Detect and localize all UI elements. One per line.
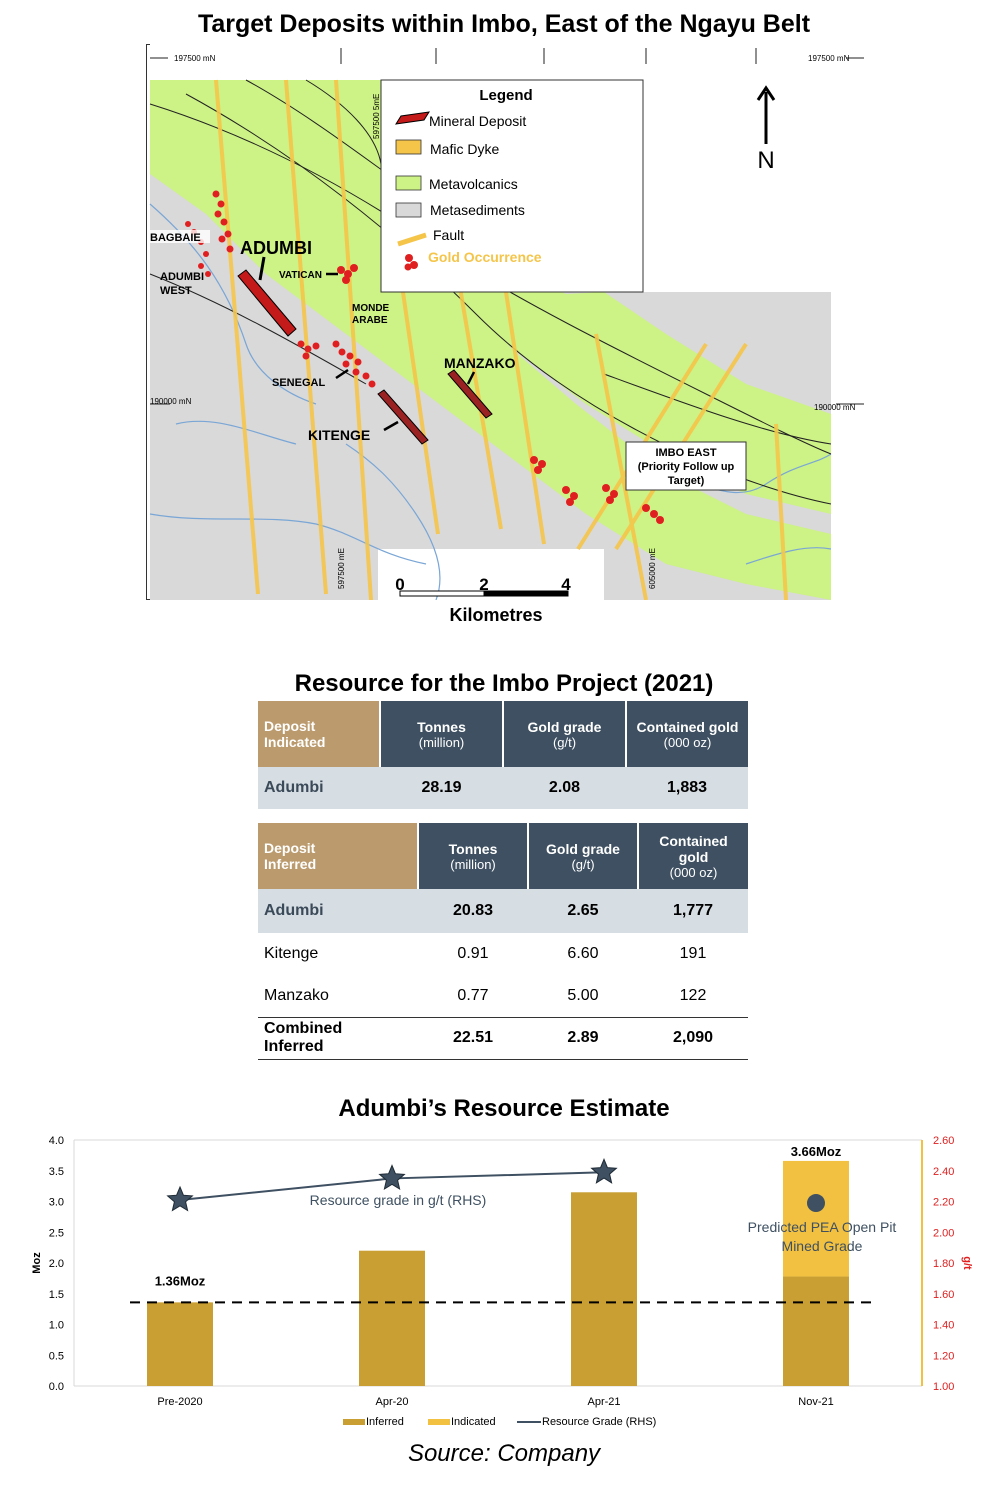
y2-tick-label: 2.00 xyxy=(933,1227,955,1240)
cell-tonnes: 28.19 xyxy=(380,767,503,809)
imbo-east-callout xyxy=(626,442,746,490)
legend-label-grade: Resource Grade (RHS) xyxy=(542,1416,657,1428)
x-tick-label: Apr-20 xyxy=(375,1396,409,1408)
legend-label-indicated: Indicated xyxy=(451,1416,496,1428)
legend-label-gold: Gold Occurrence xyxy=(428,249,542,265)
cell-gold: 191 xyxy=(679,945,707,962)
bar-inferred-nov-21 xyxy=(783,1277,849,1386)
map-title: Target Deposits within Imbo, East of the Ngayu Belt xyxy=(197,10,811,38)
legend-label-fault: Fault xyxy=(433,227,465,243)
cell-gold: 1,883 xyxy=(626,767,748,809)
cell-name: Adumbi xyxy=(258,889,418,933)
x-tick-label: Pre-2020 xyxy=(157,1396,203,1408)
scale-tick-0: 0 xyxy=(395,575,405,594)
indicated-header-deposit: Deposit Indicated xyxy=(258,701,380,767)
chart-title: Adumbi’s Resource Estimate xyxy=(338,1095,670,1122)
table-row xyxy=(258,889,748,933)
geology-map-graphic xyxy=(146,44,864,600)
y2-tick-label: 1.60 xyxy=(933,1288,955,1301)
total-label: 3.66Moz xyxy=(790,1143,842,1159)
y2-tick-label: 2.20 xyxy=(933,1196,955,1209)
legend-swatch-dyke xyxy=(396,140,421,154)
label-adumbi-west-1: ADUMBI xyxy=(160,271,204,283)
cell-tonnes: 22.51 xyxy=(418,1017,528,1059)
label-adumbi-west-2: WEST xyxy=(160,285,192,297)
grade-line-annotation: Resource grade in g/t (RHS) xyxy=(309,1191,487,1208)
scale-tick-4: 4 xyxy=(561,575,571,594)
cell-gold: 122 xyxy=(679,986,707,1004)
grid-label-vert-bottom-a: 597500 mE xyxy=(337,548,346,589)
resource-chart xyxy=(0,1130,1008,1440)
grid-label-mid-left: 190000 mN xyxy=(150,397,192,406)
legend-swatch-indicated xyxy=(428,1419,450,1425)
y2-tick-label: 2.40 xyxy=(933,1165,955,1178)
predicted-grade-label-1: Predicted PEA Open Pit xyxy=(747,1219,897,1236)
y-tick-label: 1.0 xyxy=(48,1319,64,1332)
y-tick-label: 1.5 xyxy=(48,1288,64,1301)
indicated-header-grade: Gold grade (g/t) xyxy=(503,701,626,767)
label-senegal: SENEGAL xyxy=(272,377,326,389)
cell-grade: 2.08 xyxy=(503,767,626,809)
map-legend xyxy=(381,80,643,292)
table-row xyxy=(258,767,748,809)
y2-tick-label: 1.20 xyxy=(933,1350,955,1363)
reference-label: 1.36Moz xyxy=(154,1273,206,1289)
legend-swatch-metavolcanics xyxy=(396,176,421,190)
grid-label-top-left: 197500 mN xyxy=(174,54,216,63)
cell-name: Manzako xyxy=(264,986,329,1004)
y-axis-label: Moz xyxy=(31,1252,43,1274)
predicted-grade-label-2: Mined Grade xyxy=(781,1238,863,1255)
table-row xyxy=(258,933,748,975)
scale-tick-2: 2 xyxy=(479,575,489,594)
total-row xyxy=(258,1017,748,1059)
label-manzako: MANZAKO xyxy=(444,355,516,371)
legend-label-metavolcanics: Metavolcanics xyxy=(429,176,518,192)
indicated-header-gold: Contained gold (000 oz) xyxy=(626,701,748,767)
bar-inferred-apr-21 xyxy=(571,1192,637,1386)
label-monde-1: MONDE xyxy=(352,303,390,314)
label-monde-2: ARABE xyxy=(352,315,388,326)
y-tick-label: 4.0 xyxy=(48,1135,64,1147)
inferred-header-grade: Gold grade (g/t) xyxy=(528,823,638,889)
legend-title: Legend xyxy=(479,87,533,104)
grid-label-top-right: 197500 mN xyxy=(808,54,850,63)
cell-grade: 2.65 xyxy=(528,889,638,933)
inferred-header-gold: Contained gold (000 oz) xyxy=(638,823,748,889)
cell-name: Kitenge xyxy=(264,945,319,962)
indicated-header-tonnes: Tonnes (million) xyxy=(380,701,503,767)
label-vatican: VATICAN xyxy=(279,270,322,281)
cell-grade: 2.89 xyxy=(528,1017,638,1059)
cell-name: Adumbi xyxy=(258,767,380,809)
y2-axis-label: g/t xyxy=(961,1256,973,1270)
indicated-header-row xyxy=(258,701,748,767)
legend-swatch-inferred xyxy=(343,1419,365,1425)
source-note: Source: Company xyxy=(407,1440,601,1467)
inferred-header-deposit: Deposit Inferred xyxy=(258,823,418,889)
y-tick-label: 2.5 xyxy=(48,1227,64,1240)
grade-point xyxy=(380,1165,405,1189)
grade-point xyxy=(592,1159,617,1183)
indicated-table xyxy=(258,701,748,809)
legend-swatch-metasediments xyxy=(396,203,421,217)
cell-gold: 2,090 xyxy=(638,1017,748,1059)
y-tick-label: 0.5 xyxy=(48,1350,64,1363)
y2-tick-label: 1.80 xyxy=(933,1258,955,1270)
inferred-table xyxy=(258,823,748,1060)
label-bagbaie: BAGBAIE xyxy=(150,232,201,244)
y-tick-label: 3.0 xyxy=(48,1196,64,1209)
inferred-header-row xyxy=(258,823,748,889)
table-row xyxy=(258,975,748,1017)
legend-label-dyke: Mafic Dyke xyxy=(430,141,500,157)
x-tick-label: Apr-21 xyxy=(587,1396,621,1408)
geology-map xyxy=(146,44,864,600)
bar-inferred-pre-2020 xyxy=(147,1302,213,1386)
inferred-header-tonnes: Tonnes (million) xyxy=(418,823,528,889)
y-tick-label: 3.5 xyxy=(48,1165,64,1178)
label-imbo-east-3: Target) xyxy=(667,475,705,487)
cell-gold: 1,777 xyxy=(638,889,748,933)
label-kitenge: KITENGE xyxy=(308,427,371,443)
grid-label-mid-right: 190000 mN xyxy=(814,403,856,412)
legend-label-metasediments: Metasediments xyxy=(430,202,525,218)
map-scale-label: Kilometres xyxy=(449,605,543,625)
cell-name: Combined Inferred xyxy=(258,1017,418,1059)
label-imbo-east-1: IMBO EAST xyxy=(655,447,717,459)
y-tick-label: 0.0 xyxy=(48,1381,64,1393)
legend-label-inferred: Inferred xyxy=(366,1416,404,1428)
cell-tonnes: 20.83 xyxy=(418,889,528,933)
resource-title: Resource for the Imbo Project (2021) xyxy=(294,670,714,697)
cell-tonnes: 0.77 xyxy=(457,986,489,1004)
y2-tick-label: 1.00 xyxy=(933,1381,955,1393)
grade-point xyxy=(168,1187,193,1211)
y2-tick-label: 2.60 xyxy=(933,1135,955,1147)
grid-label-vert-bottom-b: 605000 mE xyxy=(648,548,657,589)
label-adumbi: ADUMBI xyxy=(240,238,312,258)
y-tick-label: 2.0 xyxy=(48,1258,64,1270)
cell-tonnes: 0.91 xyxy=(457,945,489,962)
grid-label-vert-top: 597500 5mE xyxy=(372,93,381,139)
north-label: N xyxy=(757,147,775,174)
predicted-grade-point xyxy=(807,1194,825,1212)
bar-inferred-apr-20 xyxy=(359,1251,425,1386)
cell-grade: 6.60 xyxy=(567,945,599,962)
y2-tick-label: 1.40 xyxy=(933,1319,955,1332)
cell-grade: 5.00 xyxy=(567,986,599,1004)
label-imbo-east-2: (Priority Follow up xyxy=(637,461,735,473)
legend-label-mineral: Mineral Deposit xyxy=(429,113,527,129)
x-tick-label: Nov-21 xyxy=(798,1396,834,1408)
